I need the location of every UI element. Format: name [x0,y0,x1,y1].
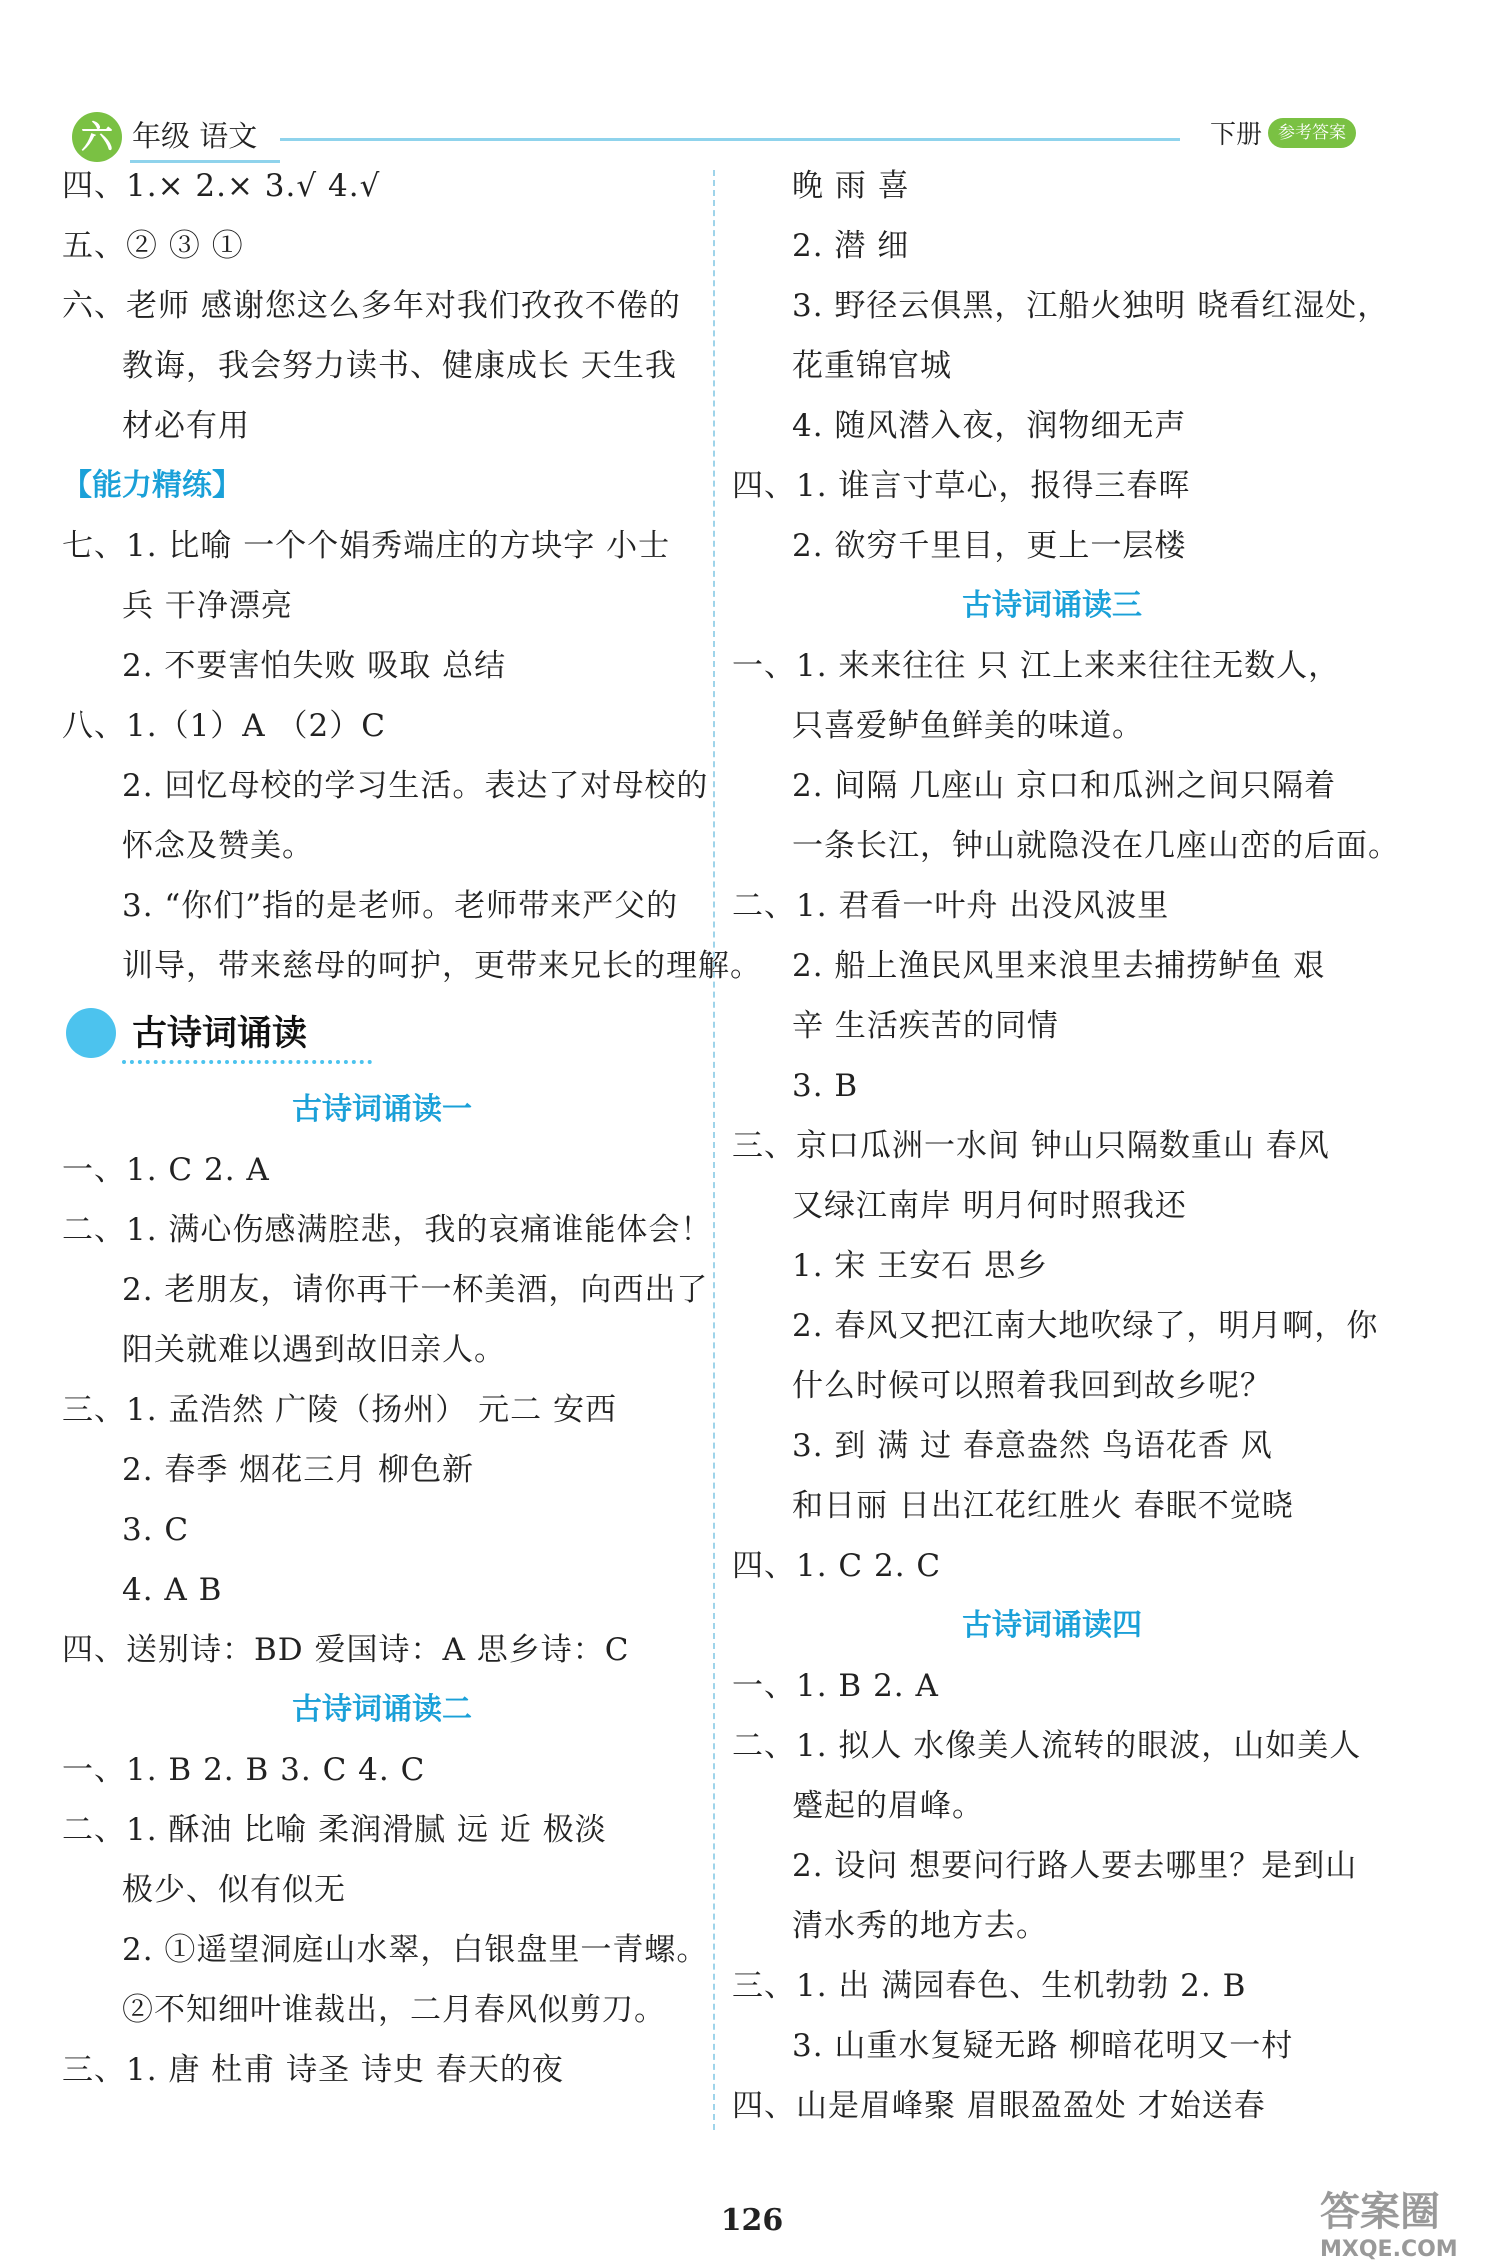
answer-badge: 参考答案 [1268,118,1356,148]
answer-line: 一条长江，钟山就隐没在几座山峦的后面。 [792,828,1400,864]
answer-line: 二、1. 满心伤感满腔悲，我的哀痛谁能体会！ [62,1212,713,1248]
section-bullet-icon [66,1008,116,1058]
answer-line: 2. ①遥望洞庭山水翠，白银盘里一青螺。 [122,1932,709,1968]
answer-line: 2. 设问 想要问行路人要去哪里？是到山 [792,1848,1358,1884]
answer-line: 又绿江南岸 明月何时照我还 [792,1188,1187,1224]
watermark-logo [1320,2180,1490,2262]
answer-line: 3. C [122,1512,190,1548]
answer-line: 花重锦官城 [792,348,952,384]
answer-line: ②不知细叶谁裁出，二月春风似剪刀。 [122,1992,666,2028]
subsection-title: 古诗词诵读三 [962,588,1142,623]
section-dotted-underline [122,1060,372,1064]
answer-line: 3. 山重水复疑无路 柳暗花明又一村 [792,2028,1294,2064]
answer-line: 只喜爱鲈鱼鲜美的味道。 [792,708,1144,744]
answer-line: 六、老师 感谢您这么多年对我们孜孜不倦的 [62,288,681,324]
answer-line: 三、1. 孟浩然 广陵（扬州） 元二 安西 [62,1392,617,1428]
answer-line: 四、1. 谁言寸草心，报得三春晖 [732,468,1191,504]
answer-line: 极少、似有似无 [122,1872,346,1908]
section-title: 古诗词诵读 [132,1014,308,1054]
answer-line: 四、1. C 2. C [732,1548,942,1584]
watermark-text: 答案圈 [1320,2189,1440,2235]
subsection-title: 古诗词诵读二 [292,1692,472,1727]
answer-line: 4. 随风潜入夜，润物细无声 [792,408,1187,444]
page-header [0,0,1504,170]
answer-line: 三、1. 唐 杜甫 诗圣 诗史 春天的夜 [62,2052,564,2088]
answer-line: 和日丽 日出江花红胜火 春眠不觉晓 [792,1488,1294,1524]
answer-line: 一、1. B 2. B 3. C 4. C [62,1752,426,1788]
answer-line: 2. 船上渔民风里来浪里去捕捞鲈鱼 艰 [792,948,1326,984]
answer-line: 3. “你们”指的是老师。老师带来严父的 [122,888,679,924]
answer-line: 清水秀的地方去。 [792,1908,1048,1944]
column-divider [713,170,715,2130]
grade-subject-label: 年级 语文 [132,119,258,153]
answer-line: 一、1. 来来往往 只 江上来来往往无数人， [732,648,1341,684]
answer-line: 2. 老朋友，请你再干一杯美酒，向西出了 [122,1272,709,1308]
answer-line: 晚 雨 喜 [792,168,910,204]
section-heading [62,996,702,1080]
answer-line: 1. 宋 王安石 思乡 [792,1248,1049,1284]
answer-line: 三、京口瓜洲一水间 钟山只隔数重山 春风 [732,1128,1330,1164]
answer-line: 4. A B [122,1572,223,1608]
answer-line: 四、山是眉峰聚 眉眼盈盈处 才始送春 [732,2088,1266,2124]
answer-line: 2. 春风又把江南大地吹绿了，明月啊，你 [792,1308,1379,1344]
answer-line: 三、1. 出 满园春色、生机勃勃 2. B [732,1968,1247,2004]
answer-line: 八、1.（1）A （2）C [62,708,386,744]
subsection-title: 古诗词诵读一 [292,1092,472,1127]
answer-line: 一、1. C 2. A [62,1152,270,1188]
answer-line: 3. 野径云俱黑，江船火独明 晓看红湿处， [792,288,1390,324]
answer-line: 辛 生活疾苦的同情 [792,1008,1059,1044]
answer-line: 训导，带来慈母的呵护，更带来兄长的理解。 [122,948,762,984]
answer-line: 二、1. 拟人 水像美人流转的眼波，山如美人 [732,1728,1362,1764]
term-label: 下册 [1210,120,1263,150]
answer-line: 2. 潜 细 [792,228,910,264]
subsection-title: 古诗词诵读四 [962,1608,1142,1643]
answer-line: 阳关就难以遇到故旧亲人。 [122,1332,506,1368]
answer-line: 一、1. B 2. A [732,1668,939,1704]
answer-line: 二、1. 君看一叶舟 出没风波里 [732,888,1170,924]
practice-tag: 【能力精练】 [62,468,242,503]
answer-line: 蹙起的眉峰。 [792,1788,984,1824]
header-rule [280,138,1180,141]
answer-line: 3. 到 满 过 春意盎然 鸟语花香 风 [792,1428,1273,1464]
watermark-url: MXQE.COM [1320,2237,1458,2262]
grade-badge: 六 [72,112,122,162]
answer-line: 教诲，我会努力读书、健康成长 天生我 [122,348,677,384]
answer-line: 兵 干净漂亮 [122,588,293,624]
answer-line: 2. 间隔 几座山 京口和瓜洲之间只隔着 [792,768,1337,804]
answer-line: 什么时候可以照着我回到故乡呢？ [792,1368,1272,1404]
answer-line: 2. 不要害怕失败 吸取 总结 [122,648,507,684]
page-number: 126 [720,2203,784,2238]
answer-line: 怀念及赞美。 [122,828,314,864]
answer-line: 四、送别诗：BD 爱国诗：A 思乡诗：C [62,1632,630,1668]
answer-line: 七、1. 比喻 一个个娟秀端庄的方块字 小士 [62,528,671,564]
answer-line: 材必有用 [122,408,250,444]
answer-line: 2. 回忆母校的学习生活。表达了对母校的 [122,768,709,804]
answer-line: 2. 欲穷千里目，更上一层楼 [792,528,1187,564]
right-column [732,156,1400,2136]
answer-line: 二、1. 酥油 比喻 柔润滑腻 远 近 极淡 [62,1812,607,1848]
answer-line: 3. B [792,1068,859,1104]
answer-line: 四、1.× 2.× 3.√ 4.√ [62,168,381,204]
answer-line: 五、② ③ ① [62,228,244,264]
left-column [62,156,762,2100]
answer-line: 2. 春季 烟花三月 柳色新 [122,1452,475,1488]
